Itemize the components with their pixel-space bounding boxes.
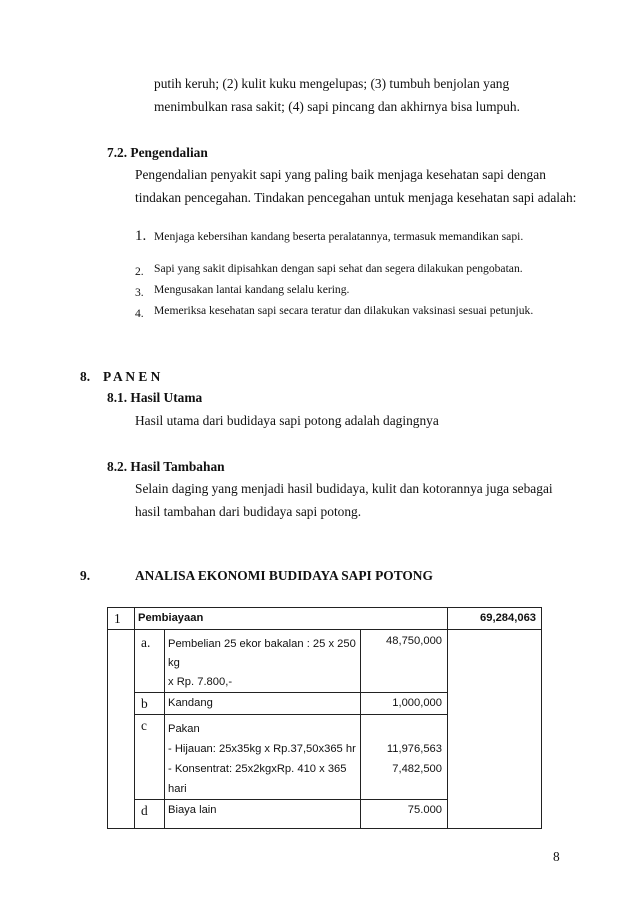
row-number: 1 — [114, 611, 121, 626]
table-cell — [165, 630, 361, 693]
row-description: x Rp. 7.800,- — [168, 676, 233, 688]
section-8-2-line-1: Selain daging yang menjadi hasil budidaya, kulit dan kotorannya juga sebagai — [135, 481, 553, 496]
row-value: 1,000,000 — [392, 697, 443, 709]
row-description: Pakan — [168, 723, 200, 735]
section-8-2-heading: 8.2. Hasil Tambahan — [107, 459, 225, 474]
table-cell — [135, 630, 165, 693]
list-item-text: Sapi yang sakit dipisahkan dengan sapi sehat dan segera dilakukan pengobatan. — [154, 262, 523, 275]
table-cell — [108, 608, 135, 630]
row-letter: d — [141, 803, 148, 818]
section-7-2-line-1: Pengendalian penyakit sapi yang paling baik menjaga kesehatan sapi dengan — [135, 167, 546, 182]
row-letter: a. — [141, 635, 151, 650]
table-cell — [361, 715, 448, 800]
table-row — [108, 630, 542, 693]
list-item — [135, 283, 350, 301]
section-8-1-text: Hasil utama dari budidaya sapi potong adalah dagingnya — [135, 413, 439, 428]
table-cell — [135, 800, 165, 829]
row-value: 75.000 — [407, 804, 443, 816]
table-cell — [448, 630, 542, 829]
intro-line-2: menimbulkan rasa sakit; (4) sapi pincang dan akhirnya bisa lumpuh. — [154, 99, 520, 114]
table-cell — [448, 608, 542, 630]
page-number: 8 — [553, 849, 560, 864]
list-item-text: Mengusakan lantai kandang selalu kering. — [154, 283, 350, 296]
economic-analysis-table — [107, 607, 542, 829]
section-7-2-line-2: tindakan pencegahan. Tindakan pencegahan untuk menjaga kesehatan sapi adalah: — [135, 190, 577, 205]
section-7-2-heading: 7.2. Pengendalian — [107, 145, 208, 160]
row-letter: c — [141, 718, 147, 733]
row-description: - Hijauan: 25x35kg x Rp.37,50x365 hr — [168, 743, 356, 755]
section-9-number: 9. — [80, 568, 91, 583]
table-cell — [165, 715, 361, 800]
table-cell — [135, 608, 448, 630]
table-cell — [165, 693, 361, 715]
list-item-number: 2. — [135, 265, 144, 278]
list-item — [135, 227, 524, 245]
row-description: Pembelian 25 ekor bakalan : 25 x 250 kg — [168, 638, 356, 669]
list-item — [135, 304, 534, 322]
section-8-number: 8. — [80, 369, 91, 384]
table-cell — [361, 630, 448, 693]
table-row — [108, 608, 542, 630]
table-cell — [135, 715, 165, 800]
row-value: 48,750,000 — [386, 635, 443, 647]
list-item-number: 1. — [135, 228, 147, 244]
table-cell — [165, 800, 361, 829]
row-value: 11,976,563 — [386, 743, 443, 755]
row-total: 69,284,063 — [480, 612, 537, 624]
row-letter: b — [141, 696, 148, 711]
list-item-number: 3. — [135, 286, 144, 299]
section-8-1-heading: 8.1. Hasil Utama — [107, 390, 203, 405]
row-description: Kandang — [168, 697, 213, 709]
section-8-title: P A N E N — [103, 369, 161, 384]
intro-line-1: putih keruh; (2) kulit kuku mengelupas; (3) tumbuh benjolan yang — [154, 76, 510, 91]
row-label: Pembiayaan — [138, 612, 204, 624]
row-description: Biaya lain — [168, 804, 217, 816]
table-cell — [108, 630, 135, 829]
section-9-title: ANALISA EKONOMI BUDIDAYA SAPI POTONG — [135, 568, 433, 583]
section-8-2-line-2: hasil tambahan dari budidaya sapi potong. — [135, 504, 362, 519]
list-item-text: Menjaga kebersihan kandang beserta peralatannya, termasuk memandikan sapi. — [154, 230, 524, 243]
row-value: 7,482,500 — [392, 763, 443, 775]
table-cell — [361, 693, 448, 715]
list-item-text: Memeriksa kesehatan sapi secara teratur dan dilakukan vaksinasi sesuai petunjuk. — [154, 304, 534, 317]
list-item — [135, 262, 523, 280]
row-description: - Konsentrat: 25x2kgxRp. 410 x 365 hari — [168, 763, 347, 795]
table-cell — [361, 800, 448, 829]
table-cell — [135, 693, 165, 715]
list-item-number: 4. — [135, 307, 144, 320]
